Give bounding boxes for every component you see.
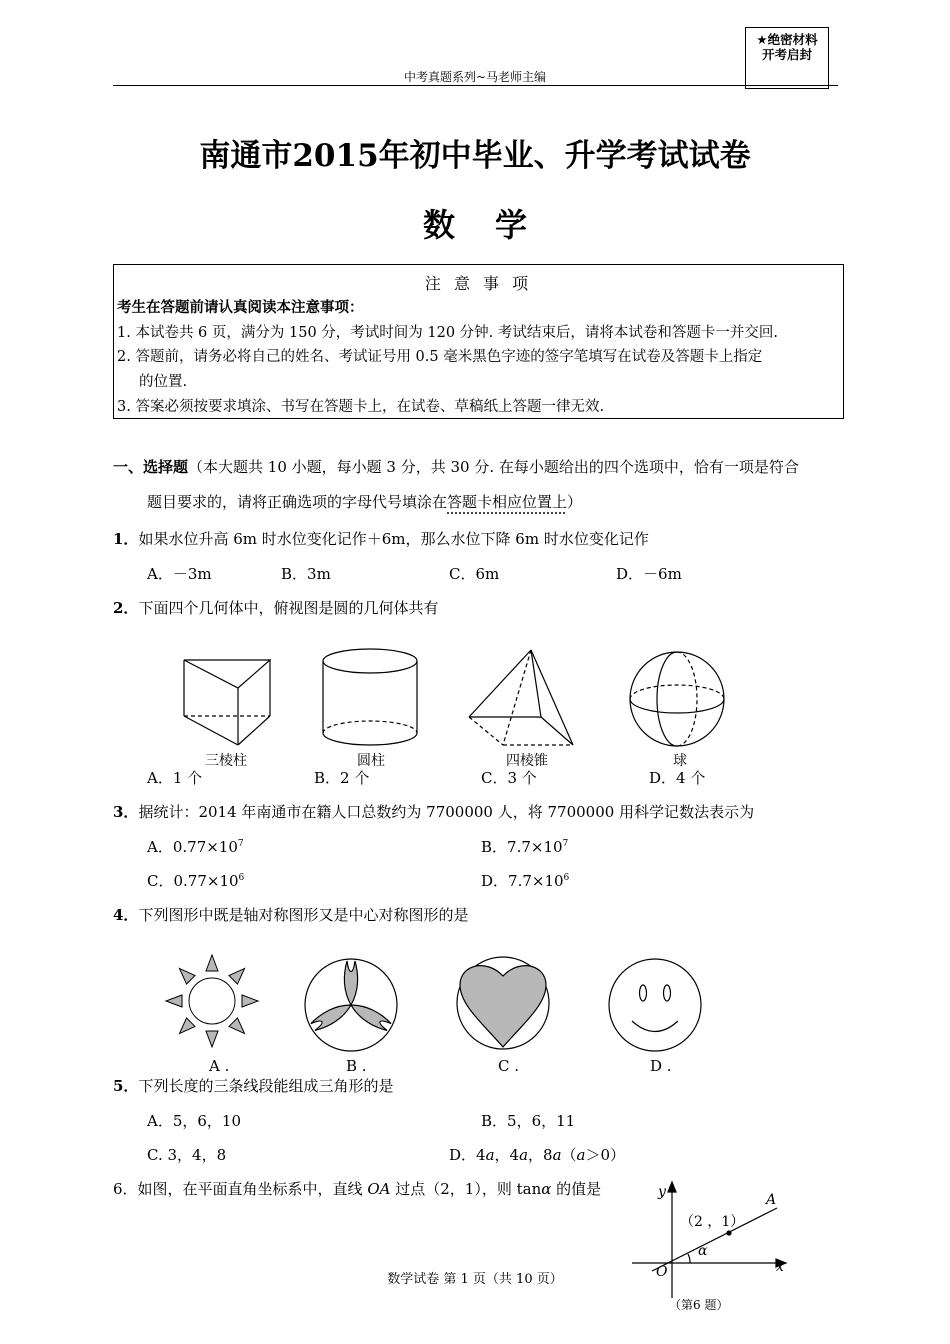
q5-d-part-5: ＞0） (585, 1146, 626, 1164)
notice-item-3: 3. 答案必须按要求填涂、书写在答题卡上，在试卷、草稿纸上答题一律无效. (117, 399, 605, 415)
q2-shape-label-3: 四棱锥 (506, 753, 548, 769)
q5-d-part-1: D．4 (449, 1146, 486, 1164)
q4-option-d: D . (650, 1057, 672, 1075)
section-1-desc-2-pre: 题目要求的，请将正确选项的字母代号填涂在 (147, 493, 448, 511)
series-header: 中考真题系列~马老师主编 (403, 70, 547, 84)
section-1-label: 一、选择题 (113, 458, 189, 476)
q3-option-c-base: C．0.77×10 (147, 872, 239, 890)
stamp-line-1: ★绝密材料 (756, 32, 818, 47)
q5-d-var-2: a (519, 1146, 529, 1164)
q3-option-b-base: B．7.7×10 (481, 838, 563, 856)
q5-option-a: A．5，6，10 (147, 1112, 242, 1130)
notice-item-2b: 的位置. (139, 374, 188, 390)
q6-text-3: 的值是 (551, 1180, 602, 1198)
q5-d-part-3: ，8 (528, 1146, 553, 1164)
notice-item-2a: 2. 答题前，请务必将自己的姓名、考试证号用 0.5 毫米黑色字迹的签字笔填写在试卷及答题卡上指定 (117, 349, 763, 365)
page-footer: 数学试卷 第 1 页（共 10 页） (387, 1272, 563, 1287)
q4-text: 下列图形中既是轴对称图形又是中心对称图形的是 (138, 906, 469, 924)
q6-text-oa: OA (367, 1180, 391, 1198)
q4-option-c: C . (498, 1057, 520, 1075)
notice-heading: 注 意 事 项 (424, 274, 533, 293)
q1-option-b: B．3m (281, 565, 331, 583)
q6-origin-label: O (656, 1264, 668, 1280)
q2-shape-label-2: 圆柱 (357, 753, 385, 769)
q2-shape-label-1: 三棱柱 (205, 753, 247, 769)
q2-option-a: A．1 个 (147, 769, 203, 787)
q2-option-b: B．2 个 (314, 769, 370, 787)
q5-d-var-3: a (552, 1146, 562, 1164)
q1-number: 1． (113, 530, 139, 548)
q6-a-label: A (766, 1192, 777, 1208)
point-2-1 (727, 1231, 731, 1235)
q5-d-var-4: a (576, 1146, 586, 1164)
subject-title: 数学 (422, 206, 567, 244)
q1-option-c: C．6m (449, 565, 500, 583)
q1-text: 如果水位升高 6m 时水位变化记作＋6m，那么水位下降 6m 时水位变化记作 (138, 530, 649, 548)
q1-option-a: A．－3m (147, 565, 212, 583)
q4-option-a: A . (209, 1057, 230, 1075)
q1-option-d: D．－6m (616, 565, 682, 583)
exam-title: 南通市2015年初中毕业、升学考试试卷 (199, 138, 751, 174)
q5-option-c: C. 3，4，8 (147, 1146, 227, 1164)
q2-option-d: D．4 个 (649, 769, 706, 787)
q4-number: 4． (113, 906, 139, 924)
q5-d-var-1: a (485, 1146, 495, 1164)
section-1-desc-2-post: ） (567, 493, 583, 511)
q2-option-c: C．3 个 (481, 769, 537, 787)
q3-text: 据统计：2014 年南通市在籍人口总数约为 7700000 人，将 7700000 用科学记数法表示为 (138, 803, 755, 821)
notice-item-1: 1. 本试卷共 6 页，满分为 150 分，考试时间为 120 分钟. 考试结束后，请将本试卷和答题卡一并交回. (117, 325, 778, 341)
notice-intro: 考生在答题前请认真阅读本注意事项： (117, 299, 364, 316)
q5-option-b: B．5，6，11 (481, 1112, 576, 1130)
q3-option-d-exp: 6 (563, 873, 570, 883)
q5-text: 下列长度的三条线段能组成三角形的是 (138, 1077, 394, 1095)
q4-option-b: B . (346, 1057, 367, 1075)
q6-alpha-label: α (698, 1243, 708, 1259)
q3-option-b-exp: 7 (562, 839, 569, 849)
q3-option-a-base: A．0.77×10 (147, 838, 238, 856)
q6-figure-caption: （第6 题） (669, 1298, 729, 1312)
q6-number: 6． (113, 1180, 138, 1198)
q3-option-d-base: D．7.7×10 (481, 872, 564, 890)
q2-text: 下面四个几何体中，俯视图是圆的几何体共有 (138, 599, 439, 617)
q3-option-c-exp: 6 (238, 873, 245, 883)
section-1-desc-1: （本大题共 10 小题，每小题 3 分，共 30 分. 在每小题给出的四个选项中，恰有一项是符合 (188, 458, 799, 476)
q2-shape-label-4: 球 (673, 753, 687, 769)
q5-number: 5． (113, 1077, 139, 1095)
q6-x-label: x (776, 1259, 784, 1275)
q6-point-label: （2 ，1） (680, 1214, 745, 1230)
section-1-desc-2-emph: 答题卡相应位置上 (447, 493, 568, 511)
q6-text-alpha: α (541, 1180, 552, 1198)
q3-number: 3． (113, 803, 139, 821)
y-axis-arrow (668, 1182, 676, 1192)
alpha-arc (688, 1254, 690, 1263)
stamp-line-2: 开考启封 (761, 47, 812, 62)
q2-number: 2． (113, 599, 139, 617)
q5-d-part-2: ，4 (494, 1146, 520, 1164)
q6-text-2: 过点（2，1），则 tan (390, 1180, 542, 1198)
q6-y-label: y (658, 1184, 666, 1200)
q5-d-part-4: （ (561, 1146, 577, 1164)
q6-text-1: 如图，在平面直角坐标系中，直线 (137, 1180, 368, 1198)
q3-option-a-exp: 7 (237, 839, 244, 849)
